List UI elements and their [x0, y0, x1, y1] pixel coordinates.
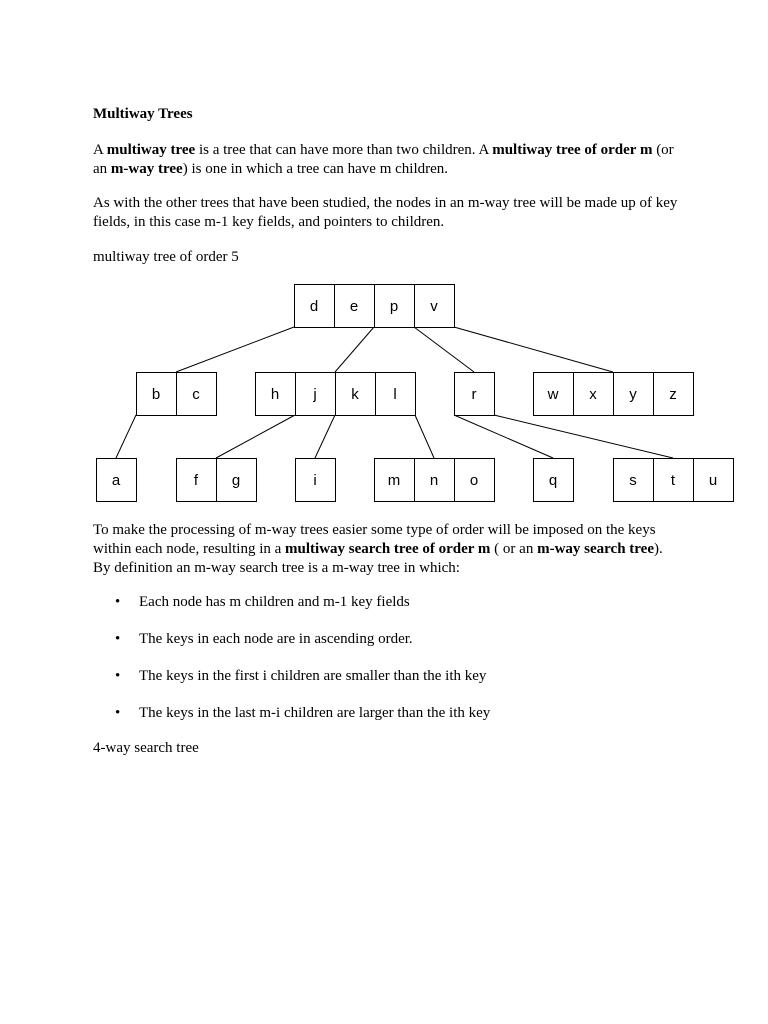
tree-caption: multiway tree of order 5 — [93, 249, 239, 265]
key-label: u — [708, 472, 718, 489]
bold-term: m-way search tree — [537, 541, 654, 557]
key-label: f — [193, 472, 199, 489]
bullet-icon: • — [115, 594, 121, 610]
key-label: s — [629, 472, 637, 489]
tree-edge — [216, 415, 295, 458]
key-label: o — [469, 472, 479, 489]
bold-term: multiway search tree of order m — [285, 541, 491, 557]
definition-text: The keys in the first i children are smaller than the ith key — [139, 668, 487, 684]
key-label: n — [429, 472, 439, 489]
definition-text: The keys in each node are in ascending order. — [139, 631, 413, 647]
tree-edge — [116, 415, 136, 458]
key-label: t — [670, 472, 676, 489]
key-label: b — [151, 386, 161, 403]
key-label: j — [313, 386, 317, 403]
definition-list — [93, 593, 693, 741]
tree-node — [137, 373, 217, 416]
node-structure-paragraph: As with the other trees that have been studied, the nodes in an m-way tree will be made up of key fields, in this case m-1 key fields, and pointers to children. — [93, 195, 678, 230]
search-tree-paragraph — [93, 521, 683, 578]
definition-item — [93, 630, 693, 667]
tree-node — [177, 459, 257, 502]
tree-node — [534, 373, 694, 416]
tree-edge — [176, 327, 294, 372]
bold-term: multiway tree of order m — [492, 142, 653, 158]
definition-item — [93, 704, 693, 741]
tree-node — [295, 285, 455, 328]
key-label: r — [471, 386, 477, 403]
tree-node — [256, 373, 416, 416]
definition-text: The keys in the last m-i children are larger than the ith key — [139, 705, 491, 721]
text-run: A — [93, 142, 107, 158]
intro-paragraph — [93, 141, 683, 179]
key-label: g — [231, 472, 241, 489]
tree-edge — [454, 415, 553, 458]
text-run: ( or an — [490, 541, 538, 557]
tree-edge — [494, 415, 673, 458]
text-run: (or an — [93, 142, 674, 177]
search-tree-caption: 4-way search tree — [93, 740, 199, 756]
tree-edge — [415, 415, 434, 458]
definition-text: Each node has m children and m-1 key fields — [139, 594, 410, 610]
key-label: w — [547, 386, 559, 403]
tree-edge — [315, 415, 335, 458]
key-label: m — [387, 472, 401, 489]
key-label: a — [111, 472, 121, 489]
tree-edge — [335, 327, 374, 372]
bullet-icon: • — [115, 705, 121, 721]
key-label: z — [669, 386, 677, 403]
definition-item — [93, 667, 693, 704]
bullet-icon: • — [115, 631, 121, 647]
text-run: is a tree that can have more than two children. A — [195, 142, 493, 158]
key-label: y — [629, 386, 637, 403]
tree-node — [97, 459, 137, 502]
key-label: x — [589, 386, 597, 403]
key-label: k — [351, 386, 359, 403]
key-label: p — [389, 298, 399, 315]
bold-term: m-way tree — [110, 161, 183, 177]
key-label: c — [192, 386, 200, 403]
bold-term: multiway tree — [106, 142, 196, 158]
key-label: d — [309, 298, 319, 315]
tree-node — [375, 459, 495, 502]
key-label: i — [313, 472, 317, 489]
text-run: ) is one in which a tree can have m children. — [182, 161, 449, 177]
bullet-icon: • — [115, 668, 121, 684]
tree-node — [534, 459, 574, 502]
tree-node — [296, 459, 336, 502]
multiway-tree-diagram — [0, 270, 768, 510]
tree-node — [455, 373, 495, 416]
key-label: q — [548, 472, 558, 489]
key-label: l — [393, 386, 397, 403]
key-label: h — [270, 386, 280, 403]
tree-node — [614, 459, 734, 502]
tree-edge — [414, 327, 474, 372]
text-run: ). By definition an m-way search tree is a m-way tree in which: — [93, 541, 663, 576]
page-title: Multiway Trees — [93, 106, 193, 122]
text-run: To make the processing of m-way trees easier some type of order will be imposed on the keys within each node, resulting in a — [93, 522, 656, 557]
key-label: e — [349, 298, 359, 315]
definition-item — [93, 593, 693, 630]
key-label: v — [430, 298, 438, 315]
tree-edge — [454, 327, 613, 372]
